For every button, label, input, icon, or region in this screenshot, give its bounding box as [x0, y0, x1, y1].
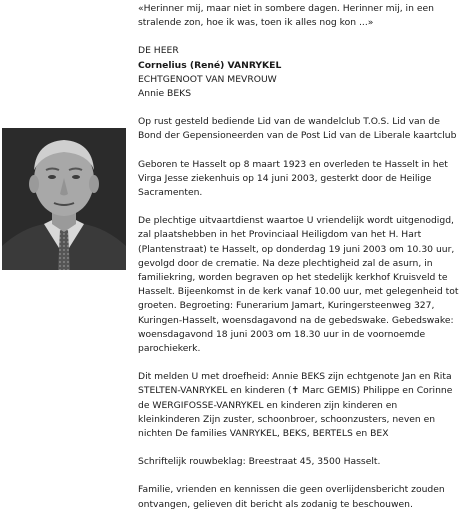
- membership: Op rust gesteld bediende Lid van de wandelclub T.O.S. Lid van de Bond der Gepensioneerden van de Post Lid van de Liberale kaartclub: [138, 116, 457, 142]
- spouse-label: ECHTGENOOT VAN MEVROUW: [138, 73, 277, 85]
- portrait-photo: [2, 128, 126, 270]
- salutation: DE HEER: [138, 45, 179, 57]
- ceremony: De plechtige uitvaartdienst waartoe U vriendelijk wordt uitgenodigd, zal plaatshebben in het Provinciaal Heiligdom van het H. Hart (Plantenstraat) te Hasselt, op donderdag 19 juni 2003 om 10.30 uur, gevolgd door de crematie. Na deze plechtigheid zal de asurn, in familiekring, worden begraven op het stedelijk kerkhof Kruisveld te Hasselt. Bijeenkomst in de kerk vanaf 10.00 uur, met gelegenheid tot groeten. Begroeting: Funerarium Jamart, Kuringersteenweg 327, Kuringen-Hasselt, woensdagavond na de gebedswake. Gebedswake: woensdagavond 18 juni 2003 om 18.30 uur in de voornoemde parochiekerk.: [138, 215, 459, 355]
- address: Schriftelijk rouwbeklag: Breestraat 45, 3500 Hasselt.: [138, 456, 381, 468]
- obituary-text: [138, 2, 460, 512]
- portrait-image: [2, 128, 126, 270]
- quote: «Herinner mij, maar niet in sombere dagen. Herinner mij, in een stralende zon, hoe ik was, toen ik alles nog kon ...»: [138, 3, 434, 29]
- spouse-name: Annie BEKS: [138, 88, 192, 100]
- birth-death: Geboren te Hasselt op 8 maart 1923 en overleden te Hasselt in het Virga Jesse ziekenhuis op 14 juni 2003, gesterkt door de Heilige Sacramenten.: [138, 158, 448, 199]
- closing: Familie, vrienden en kennissen die geen overlijdensbericht zouden ontvangen, gelieven dit bericht als zodanig te beschouwen.: [138, 484, 445, 510]
- deceased-name: Cornelius (René) VANRYKEL: [138, 59, 282, 71]
- family: Dit melden U met droefheid: Annie BEKS zijn echtgenote Jan en Rita STELTEN-VANRYKEL en kinderen (✝ Marc GEMIS) Philippe en Corinne de WERGIFOSSE-VANRYKEL en kinderen zijn kinderen en kleinkinderen Zijn zuster, schoonbroer, schoonzusters, neven en nichten De families VANRYKEL, BEKS, BERTELS en BEX: [138, 371, 453, 440]
